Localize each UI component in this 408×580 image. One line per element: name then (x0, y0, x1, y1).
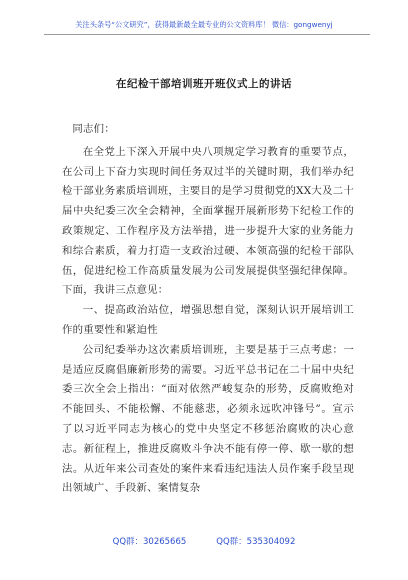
header-banner[interactable]: 关注头条号“公文研究”，获得最新最全最专业的公文资料库！ 微信：gongwenyj (75, 20, 333, 29)
footer-qq-group-1[interactable]: QQ群：30265665 (112, 537, 187, 547)
footer-qq-group-2[interactable]: QQ群：535304092 (216, 537, 296, 547)
document-body (62, 120, 354, 499)
header-rule (44, 34, 370, 35)
salutation: 同志们： (72, 123, 115, 135)
body-paragraph: 公司纪委举办这次素质培训班，主要是基于三点考虑：一是适应反腐倡廉新形势的需要。习近平总书记在二十届中央纪委三次全会上指出：“面对依然严峻复杂的形势，反腐败绝对不能回头、不能松懈、不能慈悲，必须永远吹冲锋号”。宣示了以习近平同志为核心的党中央坚定不移惩治腐败的决心意志。新征程上，推进反腐败斗争决不能有停一停、歇一歇的想法。从近年来公司查处的案件来看违纪违法人员作案手段呈现出领域广、手段新、案情复杂 (62, 343, 354, 495)
body-paragraph: 在全党上下深入开展中央八项规定学习教育的重要节点，在公司上下奋力实现时间任务双过半的关键时期，我们举办纪检干部业务素质培训班，主要目的是学习贯彻党的XX大及二十届中央纪委三次全会精神，全面掌握开展新形势下纪检工作的政策规定、工作程序及方法举措，进一步提升大家的业务能力和综合素质，着力打造一支政治过硬、本领高强的纪检干部队伍，促进纪检工作高质量发展为公司发展提供坚强纪律保障。下面，我讲三点意见： (62, 145, 354, 297)
footer-contacts (0, 535, 408, 547)
document-title: 在纪检干部培训班开班仪式上的讲话 (116, 78, 292, 90)
section-heading: 一、提高政治站位，增强思想自觉，深刻认识开展培训工作的重要性和紧迫性 (62, 304, 354, 336)
